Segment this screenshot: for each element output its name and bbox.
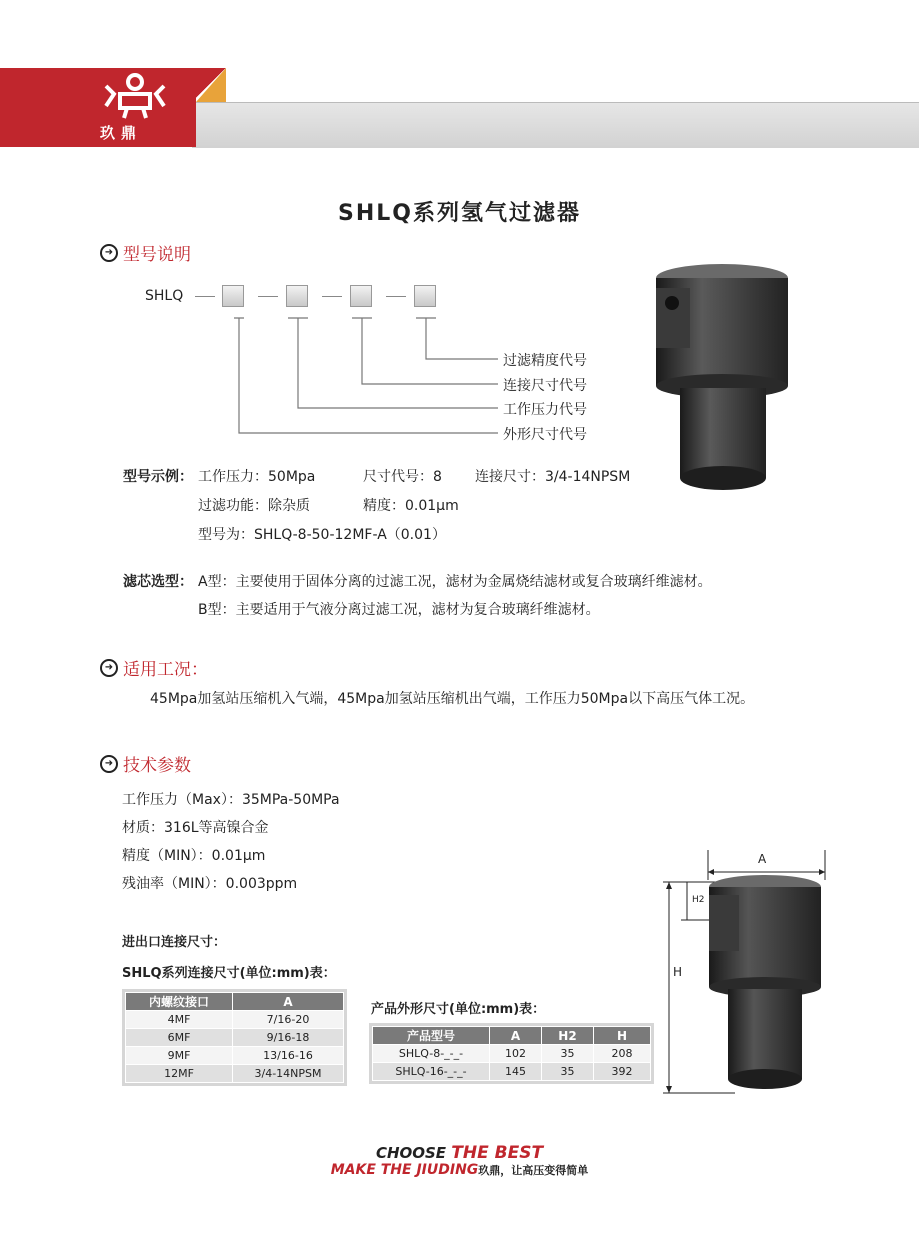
code-box <box>286 285 308 307</box>
section-model <box>100 240 191 265</box>
dash <box>195 296 215 297</box>
header-accent <box>196 68 226 102</box>
dim-table <box>369 1023 654 1084</box>
code-box <box>414 285 436 307</box>
section-conditions <box>100 655 208 680</box>
brand-name: 玖鼎 <box>100 124 143 142</box>
element-type-a: A型：主要使用于固体分离的过滤工况，滤材为金属烧结滤材或复合玻璃纤维滤材。 <box>198 574 712 590</box>
example-label: 型号示例： <box>123 469 193 485</box>
table-row <box>126 1065 344 1083</box>
arrow-right-icon: ➜ <box>100 244 118 262</box>
conn-header-a: A <box>233 993 344 1011</box>
table-cell: SHLQ-8-_-_- <box>373 1045 490 1063</box>
footer-the-best: THE BEST <box>451 1143 544 1163</box>
example-model: 型号为：SHLQ-8-50-12MF-A（0.01） <box>198 527 446 543</box>
dim-header-h2: H2 <box>542 1027 594 1045</box>
dash <box>258 296 278 297</box>
label-size-code: 外形尺寸代号 <box>503 427 587 443</box>
example-precision: 精度：0.01μm <box>363 498 459 514</box>
label-pressure-code: 工作压力代号 <box>503 402 587 418</box>
code-box <box>350 285 372 307</box>
arrow-right-icon: ➜ <box>100 755 118 773</box>
dim-table-caption: 产品外形尺寸(单位:mm)表： <box>371 1002 546 1017</box>
conn-table <box>122 989 347 1086</box>
tech-item: 工作压力（Max）：35MPa-50MPa <box>122 792 340 808</box>
tech-item: 残油率（MIN）：0.003ppm <box>122 876 298 892</box>
arrow-right-icon: ➜ <box>100 659 118 677</box>
table-row <box>126 1029 344 1047</box>
table-cell: 392 <box>594 1063 651 1081</box>
tech-item: 材质：316L等高镍合金 <box>122 820 269 836</box>
table-row <box>126 1011 344 1029</box>
conditions-text: 45Mpa加氢站压缩机入气端，45Mpa加氢站压缩机出气端，工作压力50Mpa以下高压气体工况。 <box>150 691 755 707</box>
footer-line2 <box>0 1162 919 1178</box>
table-cell: 145 <box>490 1063 542 1081</box>
dash <box>322 296 342 297</box>
code-box <box>222 285 244 307</box>
section-tech <box>100 751 191 776</box>
label-connection-code: 连接尺寸代号 <box>503 378 587 394</box>
table-cell: 35 <box>542 1045 594 1063</box>
table-cell: 3/4-14NPSM <box>233 1065 344 1083</box>
tech-item: 精度（MIN）：0.01μm <box>122 848 266 864</box>
table-cell: SHLQ-16-_-_- <box>373 1063 490 1081</box>
leader-lines <box>220 315 500 440</box>
table-row <box>373 1063 651 1081</box>
dim-header-model: 产品型号 <box>373 1027 490 1045</box>
connection-title: 进出口连接尺寸： <box>122 935 227 950</box>
dash <box>386 296 406 297</box>
table-cell: 13/16-16 <box>233 1047 344 1065</box>
section-model-heading: 型号说明 <box>123 245 191 265</box>
footer-slogan: 玖鼎，让高压变得简单 <box>478 1164 589 1177</box>
dim-label-h: H <box>673 965 683 979</box>
section-conditions-heading: 适用工况： <box>123 660 208 680</box>
product-image <box>650 258 800 502</box>
example-connection: 连接尺寸：3/4-14NPSM <box>475 469 631 485</box>
table-row <box>373 1045 651 1063</box>
dim-header-h: H <box>594 1027 651 1045</box>
table-cell: 9MF <box>126 1047 233 1065</box>
page-title: SHLQ系列氢气过滤器 <box>338 201 581 226</box>
header-bar <box>192 102 919 148</box>
table-cell: 12MF <box>126 1065 233 1083</box>
dim-header-a: A <box>490 1027 542 1045</box>
conn-header-interface: 内螺纹接口 <box>126 993 233 1011</box>
element-label: 滤芯选型： <box>123 574 193 590</box>
model-prefix: SHLQ <box>145 288 184 304</box>
footer-make-jiuding: MAKE THE JIUDING <box>330 1162 479 1178</box>
table-cell: 6MF <box>126 1029 233 1047</box>
footer-line1 <box>0 1143 919 1163</box>
section-tech-heading: 技术参数 <box>123 756 191 776</box>
footer-choose: CHOOSE <box>375 1144 452 1162</box>
table-cell: 7/16-20 <box>233 1011 344 1029</box>
dim-label-h2: H2 <box>692 895 705 905</box>
table-cell: 4MF <box>126 1011 233 1029</box>
example-size: 尺寸代号：8 <box>363 469 442 485</box>
element-type-b: B型：主要适用于气液分离过滤工况，滤材为复合玻璃纤维滤材。 <box>198 602 600 618</box>
jiuding-logo-icon <box>100 72 170 124</box>
dim-label-a: A <box>758 852 767 866</box>
table-cell: 35 <box>542 1063 594 1081</box>
table-cell: 208 <box>594 1045 651 1063</box>
table-cell: 9/16-18 <box>233 1029 344 1047</box>
conn-table-caption: SHLQ系列连接尺寸(单位:mm)表： <box>122 966 336 981</box>
example-function: 过滤功能：除杂质 <box>198 498 310 514</box>
table-row <box>126 1047 344 1065</box>
table-cell: 102 <box>490 1045 542 1063</box>
label-precision-code: 过滤精度代号 <box>503 353 587 369</box>
example-pressure: 工作压力：50Mpa <box>198 469 316 485</box>
